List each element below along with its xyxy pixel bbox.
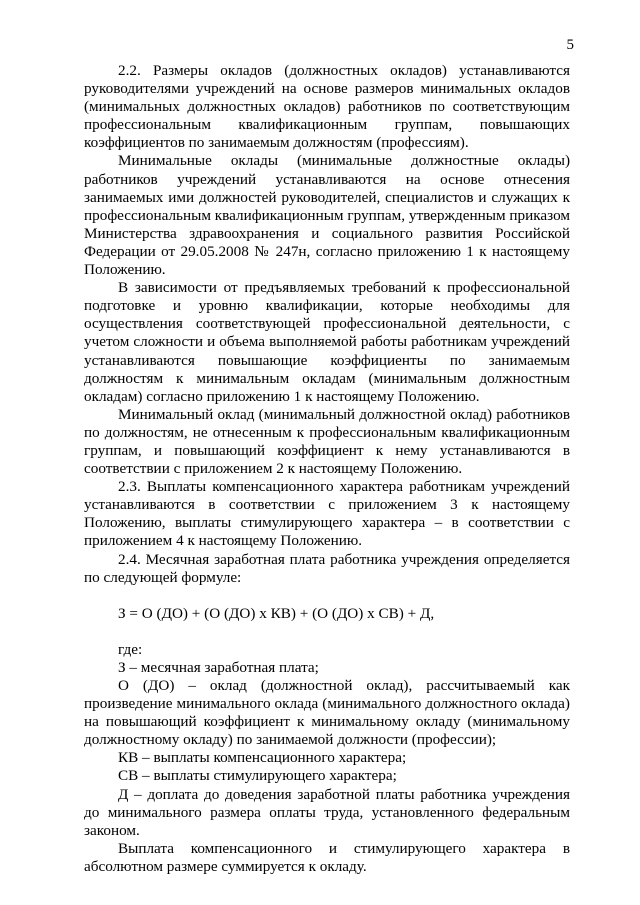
paragraph-2-2: 2.2. Размеры окладов (должностных окладов) устанавливаются руководителями учреждений на основе размеров минимальных окладов (минимальных должностных окладов) работников по соответствующим профессиональным квалификационным группам, повышающих коэффициентов по занимаемым должностям (профессиям). [84, 62, 570, 152]
salary-formula: З = О (ДО) + (О (ДО) х КВ) + (О (ДО) х СВ) + Д, [118, 604, 435, 622]
paragraph-coefficients: В зависимости от предъявляемых требований к профессиональной подготовке и уровню квалификации, которые необходимы для осуществления соответствующей профессиональной деятельности, с учетом сложности и объема выполняемой работы работникам учреждений устанавливаются повышающие коэффициенты по занимаемым должностям к минимальным окладам (минимальным должностным окладам) согласно приложению 1 к настоящему Положению. [84, 279, 570, 405]
where-label: где: [118, 640, 143, 658]
definition-kv: КВ – выплаты компенсационного характера; [118, 749, 407, 767]
definition-z: З – месячная заработная плата; [118, 658, 319, 676]
paragraph-final: Выплата компенсационного и стимулирующего характера в абсолютном размере суммируется к окладу. [84, 839, 570, 875]
paragraph-2-3: 2.3. Выплаты компенсационного характера работникам учреждений устанавливаются в соответствии с приложением 3 к настоящему Положению, выплаты стимулирующего характера – в соответствии с приложением 4 к настоящему Положению. [84, 478, 570, 550]
definition-sv: СВ – выплаты стимулирующего характера; [118, 767, 397, 785]
paragraph-minimal-salaries: Минимальные оклады (минимальные должностные оклады) работников учреждений устанавливаются на основе отнесения занимаемых ими должностей руководителей, специалистов и служащих к профессиональным квалификационным группам, утвержденным приказом Министерства здравоохранения и социального развития Российской Федерации от 29.05.2008 № 247н, согласно приложению 1 к настоящему Положению. [84, 152, 570, 279]
document-body [84, 62, 570, 876]
paragraph-2-4: 2.4. Месячная заработная плата работника учреждения определяется по следующей формуле: [84, 550, 570, 586]
definition-d: Д – доплата до доведения заработной платы работника учреждения до минимального размера оплаты труда, установленного федеральным законом. [84, 785, 570, 839]
page-number: 5 [566, 37, 574, 53]
paragraph-other-positions: Минимальный оклад (минимальный должностной оклад) работников по должностям, не отнесенным к профессиональным квалификационным группам, и повышающий коэффициент к нему устанавливаются в соответствии с приложением 2 к настоящему Положению. [84, 405, 570, 478]
definition-o-do: О (ДО) – оклад (должностной оклад), рассчитываемый как произведение минимального оклада (минимального должностного оклада) на повышающий коэффициент к минимальному окладу (минимальному должностному окладу) по занимаемой должности (профессии); [84, 677, 570, 749]
